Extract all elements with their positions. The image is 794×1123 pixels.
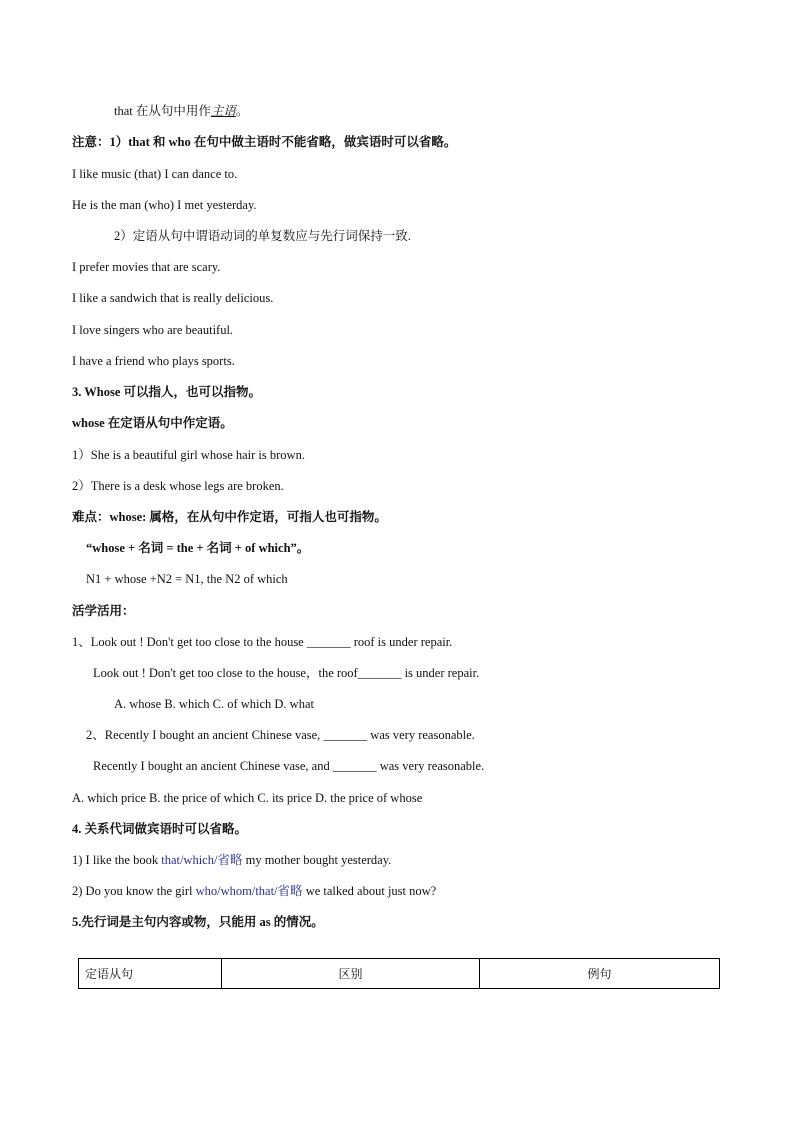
section-heading-whose: 3. Whose 可以指人，也可以指物。: [72, 385, 262, 399]
section-heading-as: 5.先行词是主句内容或物，只能用 as 的情况。: [72, 915, 324, 929]
whose-rule: whose 在定语从句中作定语。: [72, 416, 233, 430]
exercise-options: A. which price B. the price of which C. its price D. the price of whose: [72, 791, 423, 805]
comparison-table: [78, 958, 720, 989]
highlight-text: that/which/省略: [161, 853, 243, 867]
text: that 在从句中用作: [114, 104, 211, 118]
line-that-subject: [114, 103, 248, 119]
exercise-question: 1、Look out ! Don't get too close to the house _______ roof is under repair.: [72, 635, 453, 649]
section-heading-omission: 4. 关系代词做宾语时可以省略。: [72, 822, 248, 836]
table-header-cell: 例句: [480, 959, 720, 989]
text: we talked about just now?: [302, 884, 437, 898]
exercise-question: Look out ! Don't get too close to the house，the roof_______ is under repair.: [93, 666, 480, 680]
exercise-options: A. whose B. which C. of which D. what: [114, 697, 314, 711]
formula-example: N1 + whose +N2 = N1, the N2 of which: [86, 572, 288, 586]
example-sentence: I prefer movies that are scary.: [72, 260, 221, 274]
highlight-text: who/whom/that/省略: [195, 884, 303, 898]
example-sentence: I love singers who are beautiful.: [72, 323, 234, 337]
text: 2) Do you know the girl: [72, 884, 196, 898]
table-header-cell: 区别: [222, 959, 480, 989]
example-sentence: 1）She is a beautiful girl whose hair is brown.: [72, 448, 305, 462]
practice-heading: 活学活用：: [72, 604, 135, 618]
exercise-question: 2、Recently I bought an ancient Chinese vase, _______ was very reasonable.: [86, 728, 475, 742]
example-sentence: 2）There is a desk whose legs are broken.: [72, 479, 284, 493]
example-sentence: [72, 883, 436, 899]
formula: “whose + 名词 = the + 名词 + of which”。: [86, 541, 310, 555]
example-sentence: I like a sandwich that is really delicious.: [72, 291, 274, 305]
example-sentence: I have a friend who plays sports.: [72, 354, 235, 368]
text: 1) I like the book: [72, 853, 162, 867]
text: 。: [235, 104, 249, 118]
text: my mother bought yesterday.: [242, 853, 392, 867]
example-sentence: I like music (that) I can dance to.: [72, 167, 238, 181]
difficulty-note: 难点：whose: 属格，在从句中作定语，可指人也可指物。: [72, 510, 387, 524]
example-sentence: He is the man (who) I met yesterday.: [72, 198, 257, 212]
note-heading: 注意：1）that 和 who 在句中做主语时不能省略，做宾语时可以省略。: [72, 135, 457, 149]
exercise-question: Recently I bought an ancient Chinese vase, and _______ was very reasonable.: [93, 759, 485, 773]
text-emphasis: 主语: [210, 104, 236, 118]
rule-agreement: 2）定语从句中谓语动词的单复数应与先行词保持一致.: [114, 229, 411, 243]
example-sentence: [72, 852, 391, 868]
table-row: [79, 959, 720, 989]
table-header-cell: 定语从句: [79, 959, 222, 989]
